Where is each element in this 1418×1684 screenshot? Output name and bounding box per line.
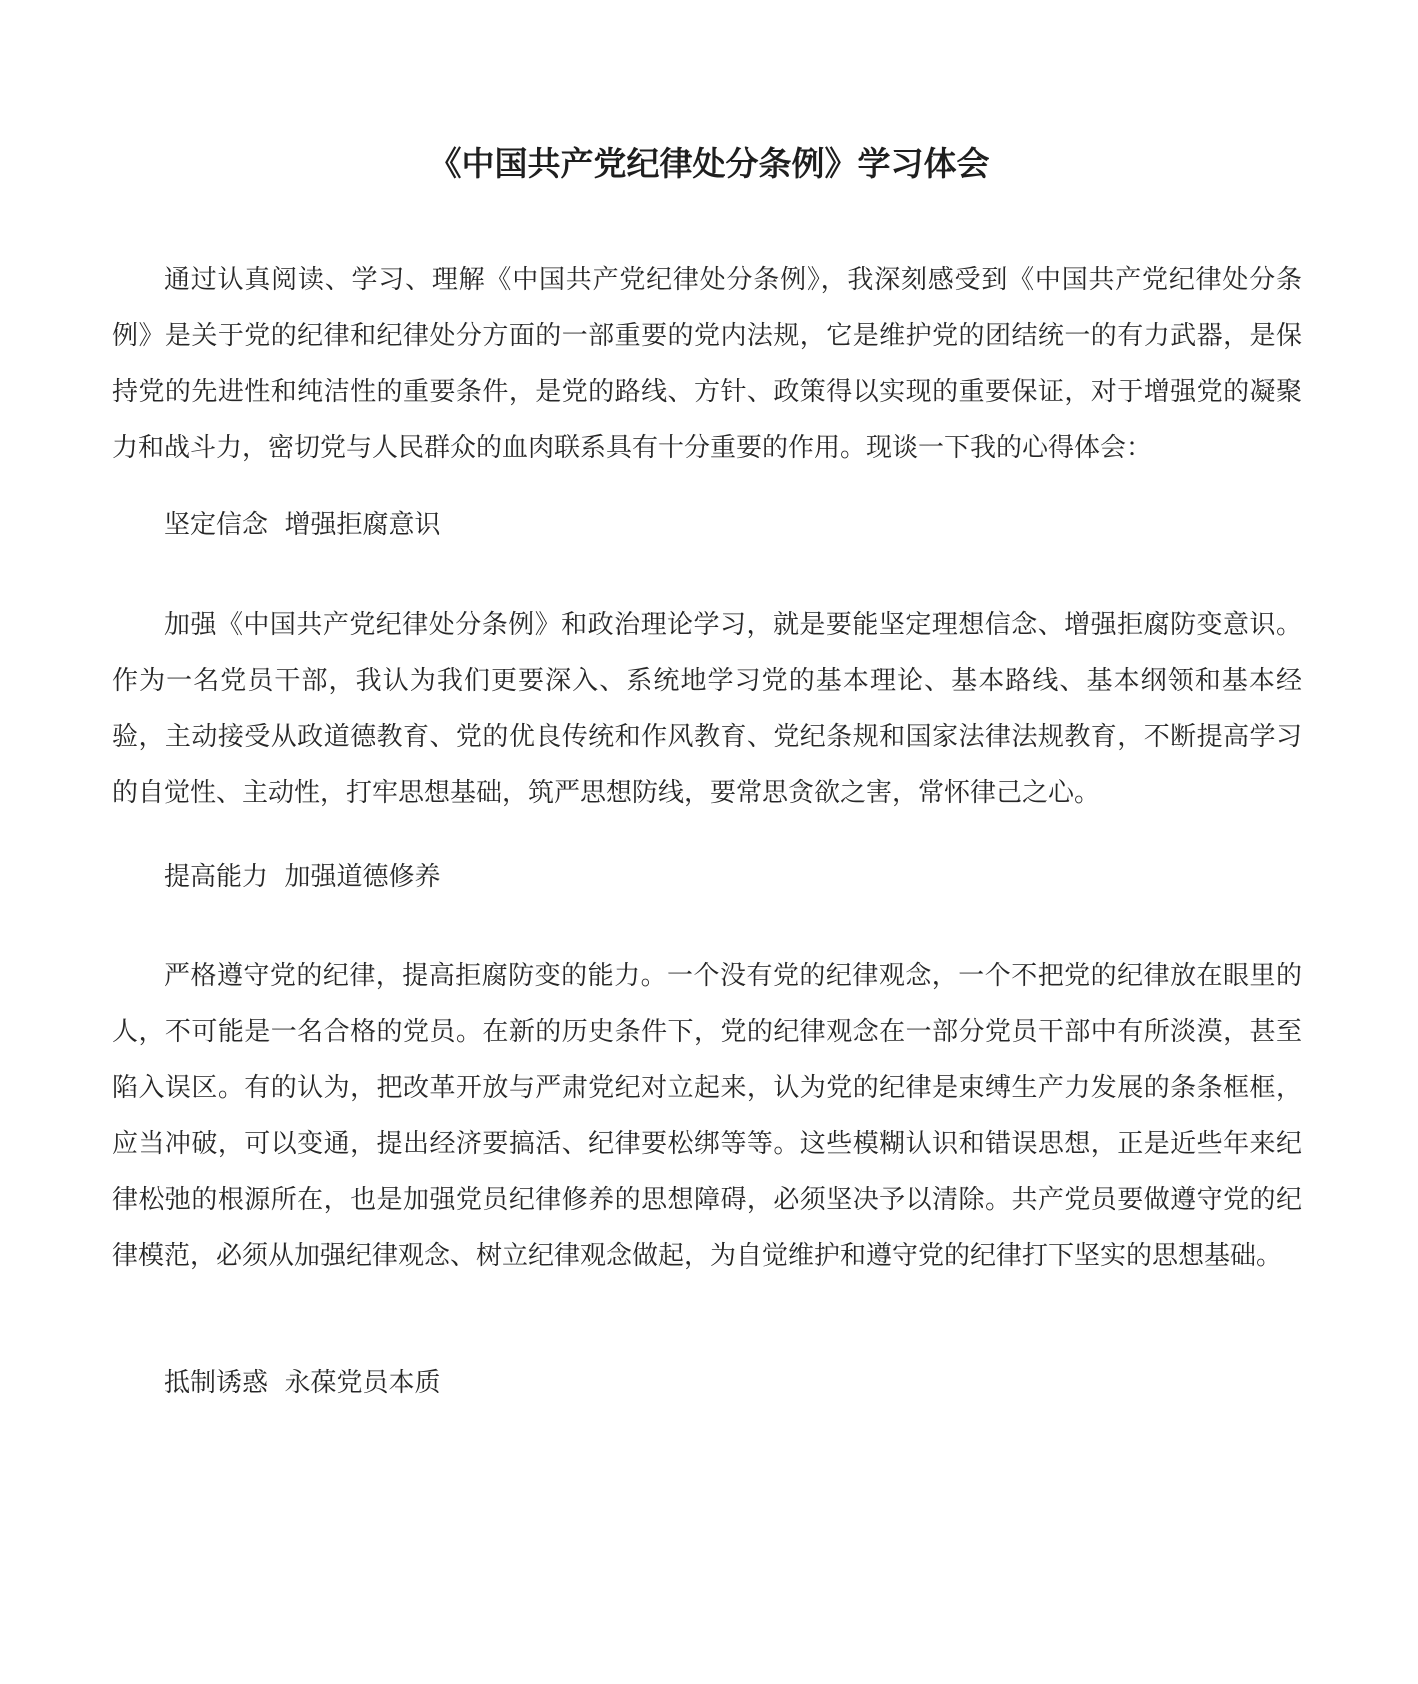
section-heading-1: 坚定信念 增强拒腐意识 [164,510,441,540]
section-paragraph-2: 严格遵守党的纪律，提高拒腐防变的能力。一个没有党的纪律观念，一个不把党的纪律放在眼里的人，不可能是一名合格的党员。在新的历史条件下，党的纪律观念在一部分党员干部中有所淡漠，甚至陷入误区。有的认为，把改革开放与严肃党纪对立起来，认为党的纪律是束缚生产力发展的条条框框，应当冲破，可以变通，提出经济要搞活、纪律要松绑等等。这些模糊认识和错误思想，正是近些年来纪律松弛的根源所在，也是加强党员纪律修养的思想障碍，必须坚决予以清除。共产党员要做遵守党的纪律模范，必须从加强纪律观念、树立纪律观念做起，为自觉维护和遵守党的纪律打下坚实的思想基础。 [112,961,1302,1271]
intro-paragraph: 通过认真阅读、学习、理解《中国共产党纪律处分条例》，我深刻感受到《中国共产党纪律处分条例》是关于党的纪律和纪律处分方面的一部重要的党内法规，它是维护党的团结统一的有力武器，是保持党的先进性和纯洁性的重要条件，是党的路线、方针、政策得以实现的重要保证，对于增强党的凝聚力和战斗力，密切党与人民群众的血肉联系具有十分重要的作用。现谈一下我的心得体会： [112,265,1302,463]
document-title: 《中国共产党纪律处分条例》学习体会 [428,144,990,183]
section-heading-3: 抵制诱惑 永葆党员本质 [164,1368,441,1398]
section-paragraph-1: 加强《中国共产党纪律处分条例》和政治理论学习，就是要能坚定理想信念、增强拒腐防变意识。作为一名党员干部，我认为我们更要深入、系统地学习党的基本理论、基本路线、基本纲领和基本经验，主动接受从政道德教育、党的优良传统和作风教育、党纪条规和国家法律法规教育，不断提高学习的自觉性、主动性，打牢思想基础，筑严思想防线，要常思贪欲之害，常怀律己之心。 [112,610,1302,808]
section-heading-2: 提高能力 加强道德修养 [164,862,441,892]
